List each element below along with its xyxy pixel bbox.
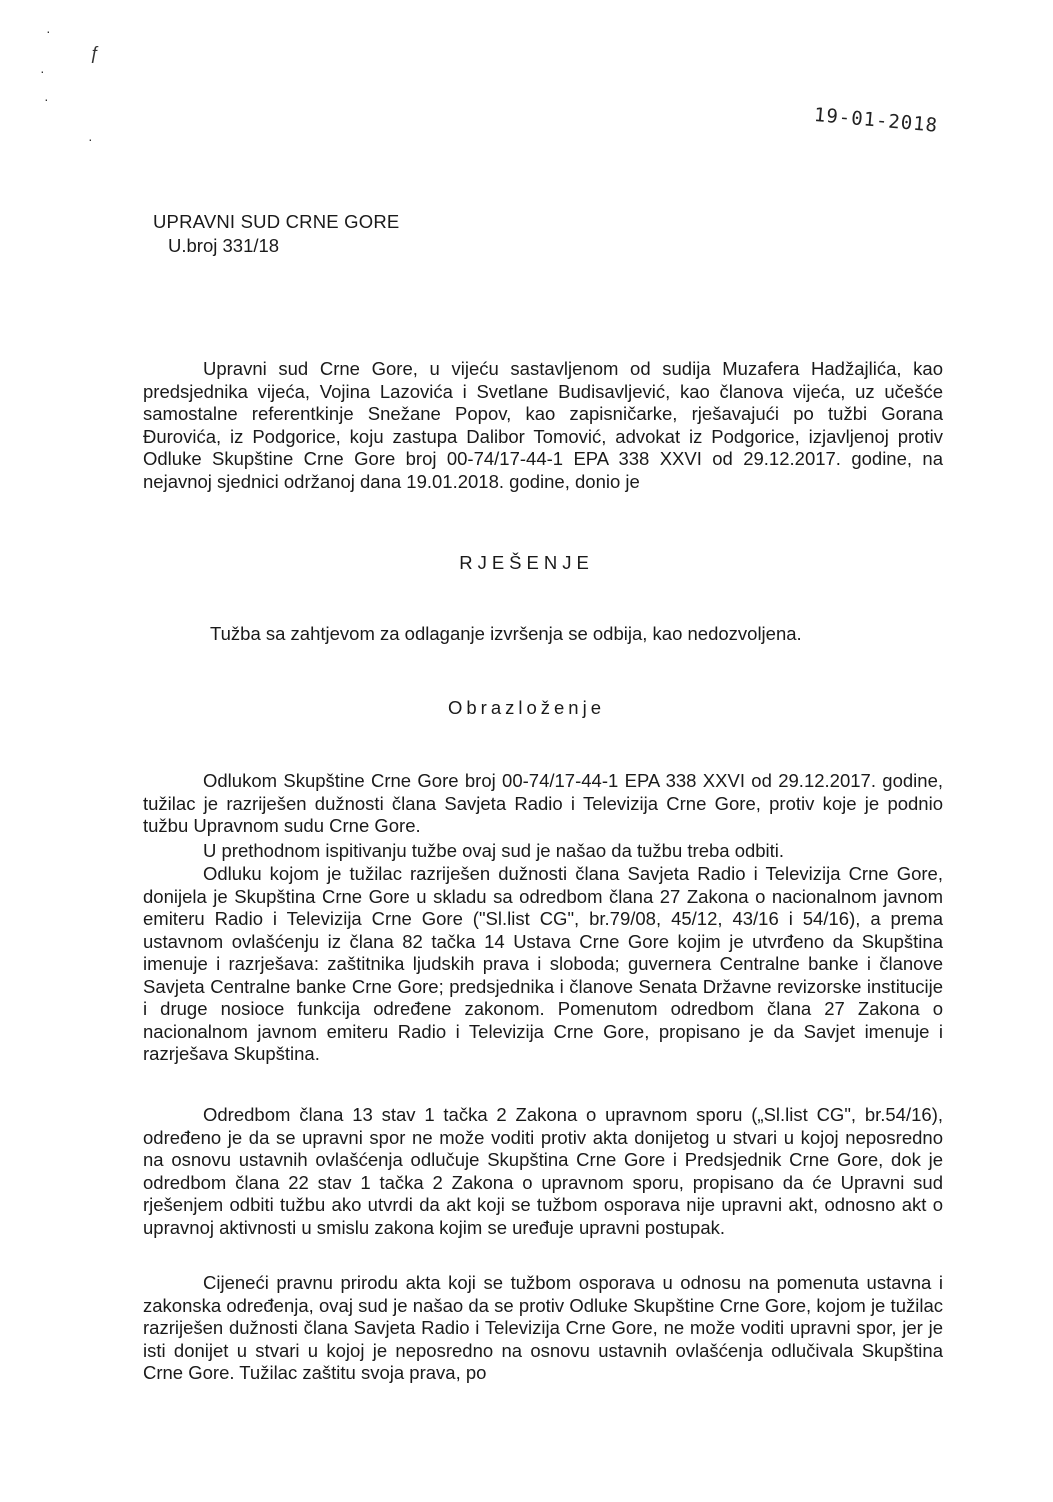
scan-speck: ƒ [90, 43, 101, 63]
reasoning-paragraph: Odlukom Skupštine Crne Gore broj 00-74/17-44-1 EPA 338 XXVI od 29.12.2017. godine, tužilac je razriješen dužnosti člana Savjeta Radio i Televizija Crne Gore, protiv koje je podnio tužbu Upravnom sudu Crne Gore. [143, 770, 943, 836]
scan-speck: · [40, 63, 45, 79]
reasoning-paragraph: Odredbom člana 13 stav 1 tačka 2 Zakona o upravnom sporu („Sl.list CG", br.54/16), određeno je da se upravni spor ne može voditi protiv akta donijetog u stvari u kojoj neposredno na osnovu ustavnih ovlašćenja odlučuje Skupština Crne Gore i Predsjednik Crne Gore, dok je odredbom člana 22 stav 1 tačka 2 Zakona o upravnom sporu, propisano da će Upravni sud rješenjem odbiti tužbu ako utvrdi da akt koji se tužbom osporava nije upravni akt, odnosno akt o upravnoj aktivnosti u smislu zakona kojim se uređuje upravni postupak. [143, 1104, 943, 1238]
intro-paragraph: Upravni sud Crne Gore, u vijeću sastavljenom od sudija Muzafera Hadžajlića, kao predsjednika vijeća, Vojina Lazovića i Svetlane Budisavljević, kao članova vijeća, uz učešće samostalne referentkinje Snežane Popov, kao zapisničarke, rješavajući po tužbi Gorana Đurovića, iz Podgorice, koju zastupa Dalibor Tomović, advokat iz Podgorice, izjavljenoj protiv Odluke Skupštine Crne Gore broj 00-74/17-44-1 EPA 338 XXVI od 29.12.2017. godine, na nejavnoj sjednici održanoj dana 19.01.2018. godine, donio je [143, 358, 943, 492]
case-number: U.broj 331/18 [168, 235, 280, 256]
received-date-stamp: 19-01-2018 [813, 104, 939, 137]
scan-speck: · [88, 131, 93, 147]
scan-speck: · [46, 23, 51, 39]
court-name: UPRAVNI SUD CRNE GORE [153, 211, 400, 232]
ruling-text: Tužba sa zahtjevom za odlaganje izvršenja se odbija, kao nedozvoljena. [210, 623, 802, 644]
reasoning-paragraph: Odluku kojom je tužilac razriješen dužnosti člana Savjeta Radio i Televizija Crne Gore, donijela je Skupština Crne Gore u skladu sa odredbom člana 27 Zakona o nacionalnom javnom emiteru Radio i Televizija Crne Gore ("Sl.list CG", br.79/08, 45/12, 43/16 i 54/16), a prema ustavnom ovlašćenju iz člana 82 tačka 14 Ustava Crne Gore kojim je utvrđeno da Skupština imenuje i razrješava: zaštitnika ljudskih prava i sloboda; guvernera Centralne banke i članove Savjeta Centralne banke Crne Gore; predsjednika i članove Senata Državne revizorske institucije i druge nosioce funkcija određene zakonom. Pomenutom odredbom člana 27 Zakona o nacionalnom javnom emiteru Radio i Televizija Crne Gore, propisano je da Savjet imenuje i razrješava Skupština. [143, 863, 943, 1064]
reasoning-heading: Obrazloženje [447, 697, 605, 718]
ruling-heading: RJEŠENJE [459, 552, 594, 573]
reasoning-paragraph: U prethodnom ispitivanju tužbe ovaj sud je našao da tužbu treba odbiti. [203, 840, 785, 861]
scan-speck: · [44, 91, 49, 107]
reasoning-paragraph: Cijeneći pravnu prirodu akta koji se tužbom osporava u odnosu na pomenuta ustavna i zakonska određenja, ovaj sud je našao da se protiv Odluke Skupštine Crne Gore, kojom je tužilac razriješen dužnosti člana Savjeta Radio i Televizija Crne Gore, ne može voditi upravni spor, jer je isti donijet u stvari u kojoj je neposredno na osnovu ustavnih ovlašćenja odlučivala Skupština Crne Gore. Tužilac zaštitu svoja prava, po [143, 1272, 943, 1383]
